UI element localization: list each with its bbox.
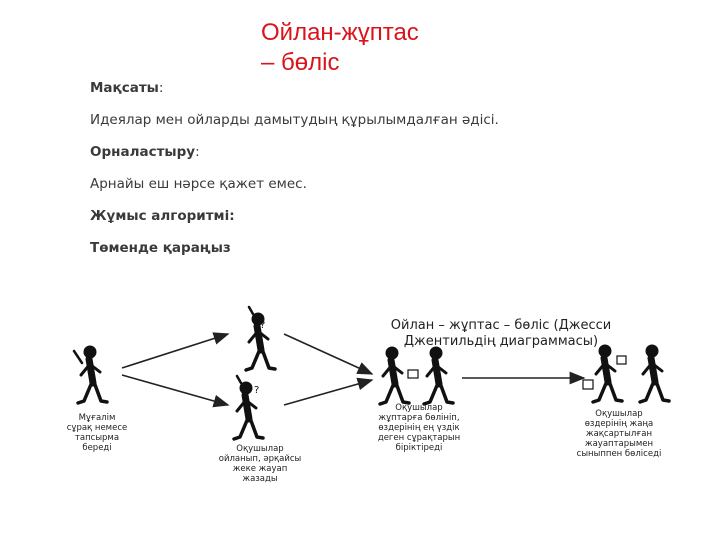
arrow-bottom-student-to-pair (284, 380, 372, 405)
caption-share (560, 409, 678, 459)
caption-line: жауаптарымен (584, 439, 654, 449)
share-student-left (593, 345, 622, 403)
goal-label: Мақсаты: (90, 80, 164, 96)
caption-line: жеке жауап (232, 464, 288, 474)
caption-line: Оқушылар (395, 403, 443, 413)
caption-pair (364, 403, 474, 453)
caption-line: біріктіреді (395, 443, 443, 453)
caption-line: тапсырма (74, 433, 120, 443)
diagram-title-line-2: Джентильдің диаграммасы) (403, 334, 599, 349)
caption-think (210, 444, 310, 484)
arrow-teacher-to-top-student (122, 334, 228, 368)
teacher-figure (74, 346, 107, 404)
placement-text: Арнайы еш нәрсе қажет емес. (90, 176, 307, 192)
caption-line: Оқушылар (236, 444, 284, 454)
algorithm-label: Жұмыс алгоритмі: (90, 208, 235, 224)
pair-student-left (380, 347, 409, 405)
arrow-teacher-to-bottom-student (122, 375, 228, 405)
caption-line: ойланып, әрқайсы (218, 454, 302, 464)
thought-mark-top: ? (260, 320, 266, 331)
share-paper-2 (617, 356, 626, 364)
caption-line: Мұғалім (78, 413, 116, 423)
caption-line: өздерінің ең үздік (378, 423, 460, 433)
caption-line: деген сұрақтарын (377, 433, 461, 443)
slide-title-line-2: – бөліс (261, 49, 340, 76)
thinking-student-top (246, 307, 275, 370)
pair-student-right (424, 347, 453, 405)
caption-line: Оқушылар (595, 409, 643, 419)
goal-text: Идеялар мен ойларды дамытудың құрылымдалған әдісі. (90, 112, 499, 128)
caption-line: жұптарға бөлініп, (378, 413, 460, 423)
caption-line: сыныппен бөліседі (576, 449, 662, 459)
share-student-right (640, 345, 669, 403)
diagram-title-line-1: Ойлан – жұптас – бөліс (Джесси (390, 318, 612, 333)
share-paper-1 (583, 380, 593, 389)
see-below-text: Төменде қараңыз (90, 240, 231, 256)
caption-line: сұрақ немесе (66, 423, 128, 433)
thought-mark-bottom: ? (254, 385, 260, 396)
caption-line: өздерінің жаңа (584, 419, 654, 429)
placement-label: Орналастыру: (90, 144, 200, 160)
caption-line: жақсартылған (585, 429, 653, 439)
arrow-top-student-to-pair (284, 334, 372, 374)
slide-title-line-1: Ойлан-жұптас (261, 19, 419, 46)
diagram-title (366, 318, 636, 350)
caption-teacher (52, 413, 142, 453)
shared-paper (408, 370, 418, 378)
caption-line: жазады (242, 474, 278, 484)
caption-line: береді (82, 443, 112, 453)
